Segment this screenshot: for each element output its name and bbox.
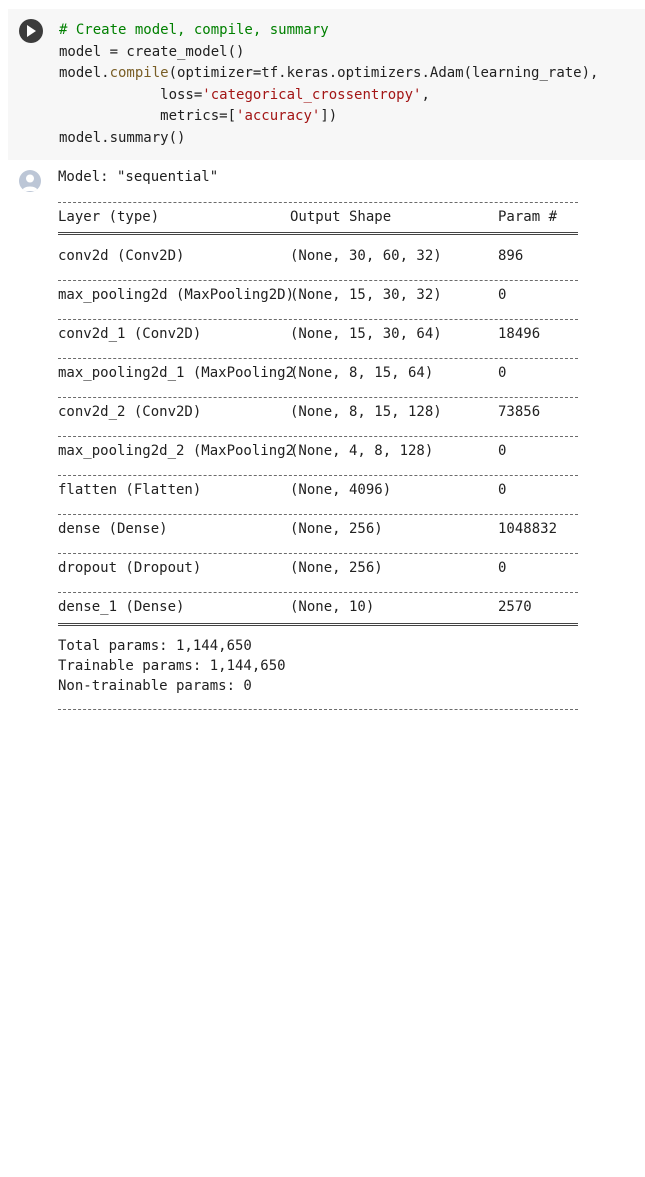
layer-params: 0 (498, 287, 507, 303)
total-params: Total params: 1,144,650 (58, 638, 252, 654)
layer-name: conv2d (Conv2D) (58, 248, 185, 264)
cell-output (58, 169, 558, 1177)
header-output-shape: Output Shape (290, 209, 392, 225)
layer-name: max_pooling2d (MaxPooling2D) (58, 287, 295, 303)
separator-double (58, 623, 578, 626)
layer-params: 73856 (498, 404, 541, 420)
separator-double (58, 232, 578, 235)
layer-shape: (None, 30, 60, 32) (290, 248, 442, 264)
layer-name: flatten (Flatten) (58, 482, 202, 498)
separator (58, 709, 578, 710)
layer-name: max_pooling2d_1 (MaxPooling2 (58, 365, 295, 381)
layer-shape: (None, 8, 15, 64) (290, 365, 434, 381)
separator (58, 280, 578, 281)
separator (58, 319, 578, 320)
play-icon (26, 25, 36, 37)
header-layer: Layer (type) (58, 209, 160, 225)
non-trainable-params: Non-trainable params: 0 (58, 678, 252, 694)
layer-shape: (None, 8, 15, 128) (290, 404, 442, 420)
layer-shape: (None, 256) (290, 521, 383, 537)
layer-name: dense (Dense) (58, 521, 168, 537)
code-line-4: loss='categorical_crossentropy', (59, 86, 430, 103)
layer-name: max_pooling2d_2 (MaxPooling2 (58, 443, 295, 459)
layer-params: 1048832 (498, 521, 558, 537)
separator (58, 202, 578, 203)
model-name: Model: "sequential" (58, 169, 219, 185)
trainable-params: Trainable params: 1,144,650 (58, 658, 286, 674)
separator (58, 397, 578, 398)
layer-name: dense_1 (Dense) (58, 599, 185, 615)
separator (58, 514, 578, 515)
code-line-5: metrics=['accuracy']) (59, 108, 338, 124)
layer-name: conv2d_1 (Conv2D) (58, 326, 202, 342)
separator (58, 436, 578, 437)
layer-name: conv2d_2 (Conv2D) (58, 404, 202, 420)
layer-shape: (None, 15, 30, 64) (290, 326, 442, 342)
layer-params: 0 (498, 560, 507, 576)
code-line-3: model.compile(optimizer=tf.keras.optimizers.Adam(learning_rate), (59, 65, 599, 81)
layer-params: 0 (498, 482, 507, 498)
separator (58, 475, 578, 476)
layer-params: 896 (498, 248, 524, 264)
separator (58, 553, 578, 554)
layer-params: 0 (498, 443, 507, 459)
header-params: Param # (498, 209, 558, 225)
layer-params: 2570 (498, 599, 532, 615)
code-line-1: # Create model, compile, summary (59, 22, 329, 38)
layer-params: 0 (498, 365, 507, 381)
separator (58, 592, 578, 593)
layer-name: dropout (Dropout) (58, 560, 202, 576)
avatar-icon (19, 170, 41, 192)
code-editor[interactable] (59, 20, 598, 149)
layer-shape: (None, 10) (290, 599, 375, 615)
run-cell-button[interactable] (19, 19, 43, 43)
code-line-2: model = create_model() (59, 43, 245, 60)
separator (58, 358, 578, 359)
layer-shape: (None, 4, 8, 128) (290, 443, 434, 459)
code-line-6: model.summary() (59, 129, 186, 146)
layer-params: 18496 (498, 326, 541, 342)
output-avatar-icon (19, 170, 41, 192)
layer-shape: (None, 256) (290, 560, 383, 576)
layer-shape: (None, 15, 30, 32) (290, 287, 442, 303)
layer-shape: (None, 4096) (290, 482, 392, 498)
